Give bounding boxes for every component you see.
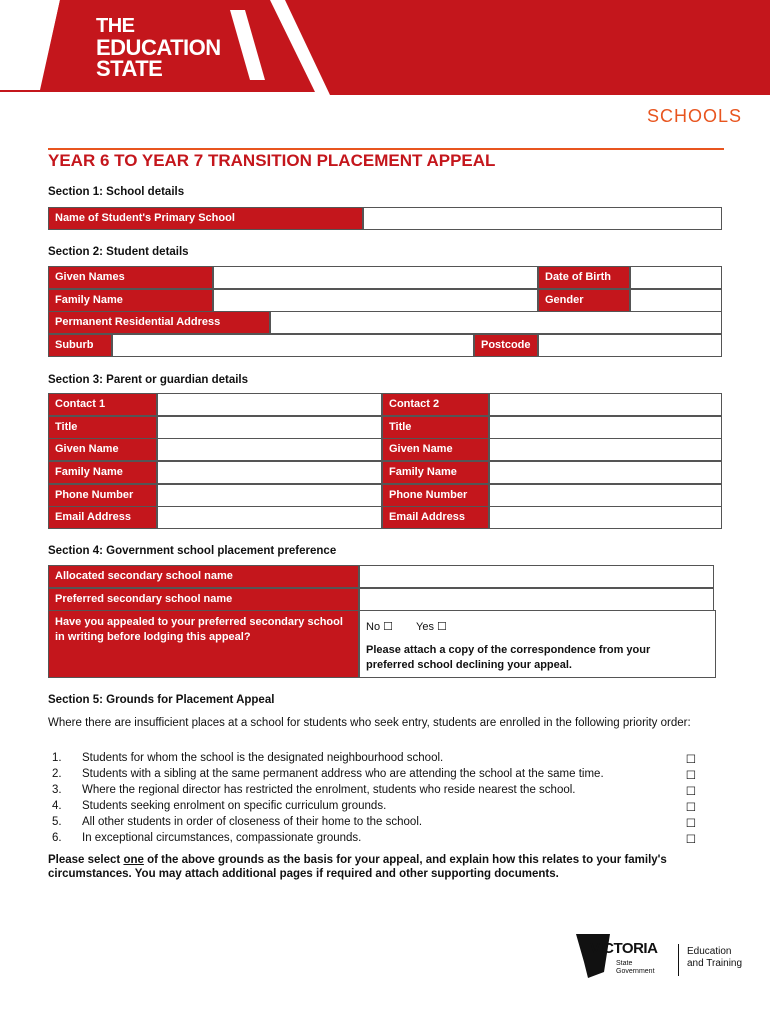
section-3-heading: Section 3: Parent or guardian details — [48, 374, 249, 386]
allocated-label: Allocated secondary school name — [48, 565, 359, 588]
dob-label: Date of Birth — [538, 266, 630, 289]
c2-family-field[interactable] — [489, 461, 722, 484]
postcode-label: Postcode — [474, 334, 538, 357]
given-names-field[interactable] — [213, 266, 538, 289]
preferred-row — [48, 588, 714, 611]
allocated-row — [48, 565, 714, 588]
family-name-label: Family Name — [48, 461, 157, 484]
c1-family-field[interactable] — [157, 461, 382, 484]
ground-checkbox[interactable]: ☐ — [685, 786, 696, 798]
suburb-label: Suburb — [48, 334, 112, 357]
list-item: 2. Students with a sibling at the same permanent address who are attending the school at the same time. ☐ — [52, 768, 696, 782]
contact-row — [48, 438, 722, 461]
gender-label: Gender — [538, 289, 630, 312]
list-item: 6. In exceptional circumstances, compassionate grounds. ☐ — [52, 832, 696, 846]
family-name-label: Family Name — [382, 461, 489, 484]
given-name-label: Given Name — [382, 438, 489, 461]
s2-row4 — [48, 334, 722, 357]
c1-title-field[interactable] — [157, 416, 382, 439]
contact-row — [48, 484, 722, 507]
s1-row — [48, 207, 722, 230]
email-label: Email Address — [382, 506, 489, 529]
c1-given-field[interactable] — [157, 438, 382, 461]
address-label: Permanent Residential Address — [48, 311, 270, 334]
contact-row — [48, 461, 722, 484]
suburb-field[interactable] — [112, 334, 474, 357]
s2-row1 — [48, 266, 722, 289]
appeal-question-label: Have you appealed to your preferred secondary school in writing before lodging this appeal? — [48, 610, 359, 678]
ground-checkbox[interactable]: ☐ — [685, 754, 696, 766]
priority-intro: Where there are insufficient places at a school for students who seek entry, students are enrolled in the following priority order: — [48, 717, 691, 729]
c2-title-field[interactable] — [489, 416, 722, 439]
s2-row2 — [48, 289, 722, 312]
given-names-label: Given Names — [48, 266, 213, 289]
section-4-heading: Section 4: Government school placement preference — [48, 545, 337, 557]
attach-note: Please attach a copy of the correspondence from your preferred school declining your appeal. — [366, 644, 651, 671]
list-item: 3. Where the regional director has restricted the enrolment, students who reside nearest the school. ☐ — [52, 784, 696, 798]
preferred-field[interactable] — [359, 588, 714, 611]
contact-row — [48, 416, 722, 439]
c2-email-field[interactable] — [489, 506, 722, 529]
appeal-question-row — [48, 610, 716, 678]
contact-1-field[interactable] — [157, 393, 382, 416]
gender-field[interactable] — [630, 289, 722, 312]
ground-checkbox[interactable]: ☐ — [685, 834, 696, 846]
c2-given-field[interactable] — [489, 438, 722, 461]
contact-1-label: Contact 1 — [48, 393, 157, 416]
contact-2-label: Contact 2 — [382, 393, 489, 416]
c1-phone-field[interactable] — [157, 484, 382, 507]
contact-header-row — [48, 393, 722, 416]
list-item: 5. All other students in order of closeness of their home to the school. ☐ — [52, 816, 696, 830]
dob-field[interactable] — [630, 266, 722, 289]
title-label: Title — [382, 416, 489, 439]
postcode-field[interactable] — [538, 334, 722, 357]
preferred-label: Preferred secondary school name — [48, 588, 359, 611]
primary-school-field[interactable] — [363, 207, 722, 230]
given-name-label: Given Name — [48, 438, 157, 461]
appeal-answer-box — [359, 610, 716, 678]
education-state-logo: THE EDUCATION STATE — [96, 15, 221, 81]
c1-email-field[interactable] — [157, 506, 382, 529]
allocated-field[interactable] — [359, 565, 714, 588]
title-rule — [48, 148, 724, 150]
c2-phone-field[interactable] — [489, 484, 722, 507]
list-item: 1. Students for whom the school is the designated neighbourhood school. ☐ — [52, 752, 696, 766]
family-name-field[interactable] — [213, 289, 538, 312]
s2-row3 — [48, 311, 722, 334]
contact-row — [48, 506, 722, 529]
list-item: 4. Students seeking enrolment on specific curriculum grounds. ☐ — [52, 800, 696, 814]
phone-label: Phone Number — [382, 484, 489, 507]
victoria-wordmark: VICTORIA — [590, 940, 658, 957]
schools-label: SCHOOLS — [646, 106, 742, 126]
ground-checkbox[interactable]: ☐ — [685, 770, 696, 782]
education-training-label: Education and Training — [687, 946, 743, 969]
section-2-heading: Section 2: Student details — [48, 246, 189, 258]
priority-list — [52, 752, 696, 848]
no-checkbox[interactable]: No ☐ — [366, 621, 393, 633]
state-government: State Government — [616, 960, 655, 975]
family-name-label: Family Name — [48, 289, 213, 312]
contact-2-field[interactable] — [489, 393, 722, 416]
title-label: Title — [48, 416, 157, 439]
page-title: YEAR 6 TO YEAR 7 TRANSITION PLACEMENT APPEAL — [48, 151, 496, 170]
ground-checkbox[interactable]: ☐ — [685, 802, 696, 814]
yes-checkbox[interactable]: Yes ☐ — [416, 621, 447, 633]
address-field[interactable] — [270, 311, 722, 334]
section-5-heading: Section 5: Grounds for Placement Appeal — [48, 694, 275, 706]
ground-checkbox[interactable]: ☐ — [685, 818, 696, 830]
s1-label: Name of Student's Primary School — [48, 207, 363, 230]
email-label: Email Address — [48, 506, 157, 529]
victoria-logo — [576, 932, 672, 987]
section-1-heading: Section 1: School details — [48, 186, 185, 198]
logo-divider — [678, 944, 679, 976]
grounds-instruction: Please select one of the above grounds as the basis for your appeal, and explain how this relates to your family's circumstances. You may attach additional pages if required and other supporting documents. — [48, 854, 667, 880]
phone-label: Phone Number — [48, 484, 157, 507]
